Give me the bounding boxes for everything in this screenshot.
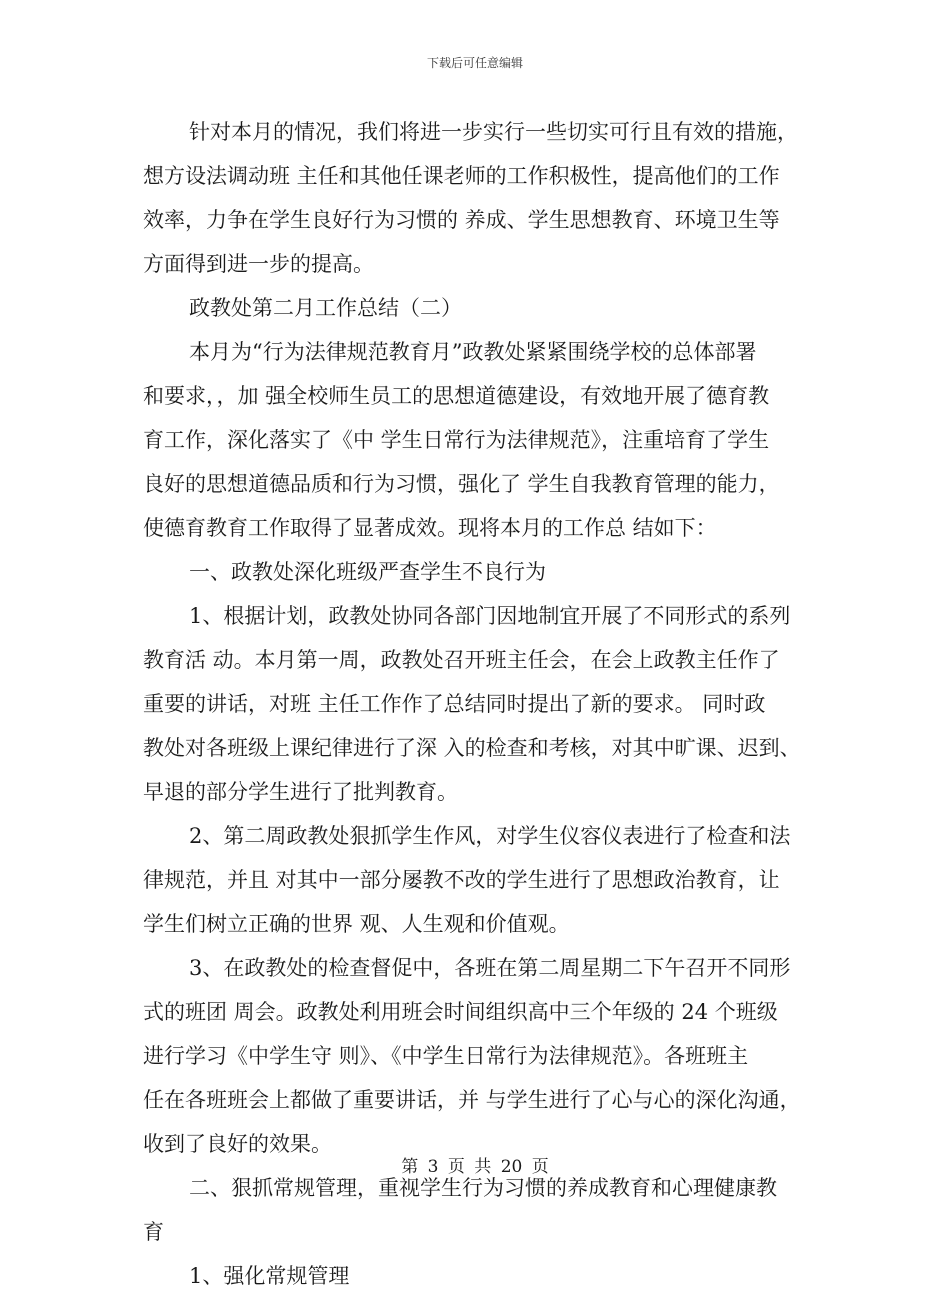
- text-line: 针对本月的情况，我们将进一步实行一些切实可行且有效的措施，: [189, 120, 798, 144]
- text-line: 和要求，，加 强全校师生员工的思想道德建设，有效地开展了德育教: [143, 384, 770, 408]
- text-line: 一、政教处深化班级严查学生不良行为: [189, 560, 546, 584]
- page-header: 下载后可任意编辑: [426, 56, 523, 70]
- text-line: 1、根据计划，政教处协同各部门因地制宜开展了不同形式的系列: [189, 604, 791, 628]
- text-line: 学生们树立正确的世界 观、人生观和价值观。: [143, 912, 570, 936]
- text-line: 重要的讲话，对班 主任工作作了总结同时提出了新的要求。 同时政: [143, 692, 766, 716]
- text-line: 使德育教育工作取得了显著成效。现将本月的工作总 结如下：: [143, 516, 717, 540]
- text-line: 效率，力争在学生良好行为习惯的 养成、学生思想教育、环境卫生等: [143, 208, 780, 232]
- text-line: 教处对各班级上课纪律进行了深 入的检查和考核，对其中旷课、迟到、: [143, 736, 801, 760]
- page-footer: 第 3 页 共 20 页: [401, 1157, 549, 1177]
- text-line: 良好的思想道德品质和行为习惯，强化了 学生自我教育管理的能力，: [143, 472, 780, 496]
- text-line: 早退的部分学生进行了批判教育。: [143, 780, 458, 804]
- text-line: 方面得到进一步的提高。: [143, 252, 374, 276]
- text-line: 进行学习《中学生守 则》、《中学生日常行为法律规范》。各班班主: [143, 1044, 749, 1068]
- text-line: 2、第二周政教处狠抓学生作风，对学生仪容仪表进行了检查和法: [189, 824, 791, 848]
- text-line: 收到了良好的效果。: [143, 1132, 332, 1156]
- text-line: 二、狠抓常规管理，重视学生行为习惯的养成教育和心理健康教: [189, 1176, 777, 1200]
- text-line: 育: [143, 1220, 164, 1244]
- text-line: 本月为“行为法律规范教育月”政教处紧紧围绕学校的总体部署: [189, 340, 757, 364]
- document-body: [143, 110, 823, 1298]
- text-line: 想方设法调动班 主任和其他任课老师的工作积极性，提高他们的工作: [143, 164, 780, 188]
- text-line: 1、强化常规管理: [189, 1264, 350, 1288]
- text-line: 育工作，深化落实了《中 学生日常行为法律规范》，注重培育了学生: [143, 428, 770, 452]
- text-line: 任在各班班会上都做了重要讲话，并 与学生进行了心与心的深化沟通，: [143, 1088, 801, 1112]
- text-line: 3、在政教处的检查督促中，各班在第二周星期二下午召开不同形: [189, 956, 791, 980]
- text-line: 式的班团 周会。政教处利用班会时间组织高中三个年级的 24 个班级: [143, 1000, 778, 1024]
- text-line: 政教处第二月工作总结（二）: [189, 296, 462, 320]
- text-line: 律规范，并且 对其中一部分屡教不改的学生进行了思想政治教育，让: [143, 868, 780, 892]
- text-line: 教育活 动。本月第一周，政教处召开班主任会，在会上政教主任作了: [143, 648, 780, 672]
